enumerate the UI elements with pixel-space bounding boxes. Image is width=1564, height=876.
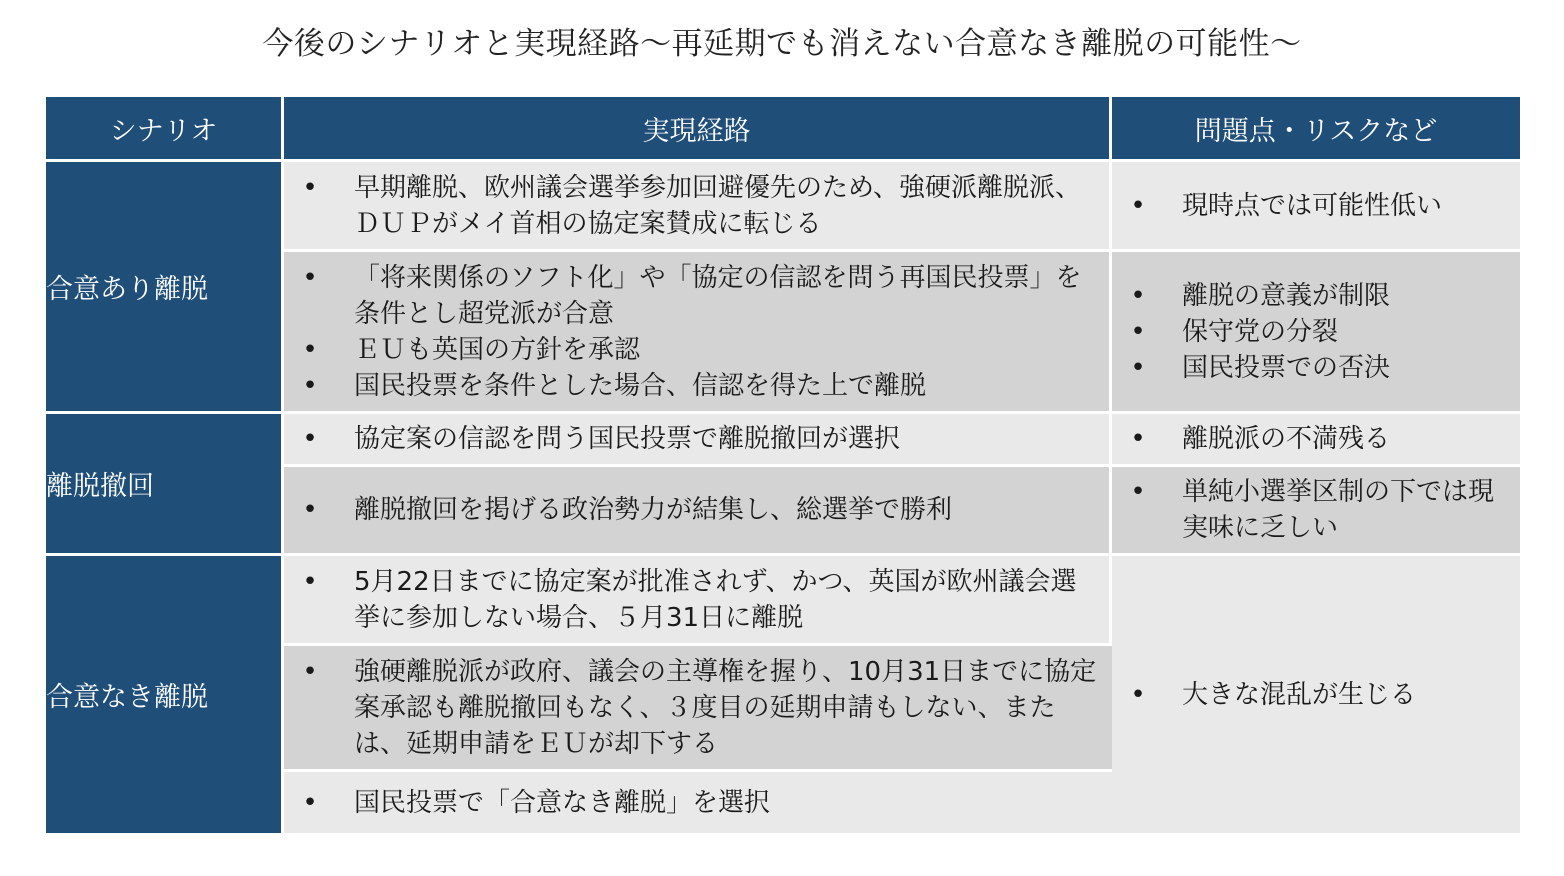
- list-item: • 離脱の意義が制限: [1112, 278, 1520, 314]
- list-item: • ＥＵも英国の方針を承認: [284, 332, 1109, 368]
- list-item: • 早期離脱、欧州議会選挙参加回避優先のため、強硬派離脱派、ＤＵＰがメイ首相の協定案賛成に転じる: [284, 170, 1109, 242]
- page-title: 今後のシナリオと実現経路〜再延期でも消えない合意なき離脱の可能性〜: [262, 26, 1302, 62]
- header-route: 実現経路: [284, 97, 1112, 162]
- route-cell: [284, 772, 1112, 836]
- scenario-label-agreed-exit: 合意あり離脱: [46, 162, 284, 414]
- list-item: • 離脱派の不満残る: [1112, 421, 1520, 457]
- table-row: [46, 414, 1520, 467]
- bullet-icon: •: [302, 370, 318, 401]
- header-risk: 問題点・リスクなど: [1112, 97, 1520, 162]
- bullet-icon: •: [1130, 280, 1146, 311]
- bullet-icon: •: [302, 656, 318, 687]
- list-item: • 協定案の信認を問う国民投票で離脱撤回が選択: [284, 421, 1109, 457]
- risk-cell: [1112, 252, 1520, 414]
- bullet-icon: •: [302, 495, 318, 525]
- list-item: • 単純小選挙区制の下では現実味に乏しい: [1112, 474, 1520, 546]
- route-cell: [284, 414, 1112, 467]
- route-cell: [284, 162, 1112, 252]
- risk-cell: [1112, 467, 1520, 556]
- scenario-label-withdrawal: 離脱撤回: [46, 414, 284, 556]
- risk-cell: [1112, 162, 1520, 252]
- risk-cell: [1112, 556, 1520, 836]
- list-item: • 離脱撤回を掲げる政治勢力が結集し、総選挙で勝利: [284, 492, 1109, 528]
- bullet-icon: •: [302, 262, 318, 293]
- bullet-icon: •: [1130, 424, 1146, 454]
- table-row: [46, 162, 1520, 252]
- risk-cell: [1112, 414, 1520, 467]
- header-row: [46, 97, 1520, 162]
- bullet-icon: •: [302, 334, 318, 365]
- route-cell: [284, 467, 1112, 556]
- table-row: [46, 556, 1520, 646]
- bullet-icon: •: [302, 424, 318, 454]
- bullet-icon: •: [302, 172, 318, 203]
- scenario-label-no-deal: 合意なき離脱: [46, 556, 284, 836]
- bullet-icon: •: [1130, 190, 1146, 221]
- list-item: • 5月22日までに協定案が批准されず、かつ、英国が欧州議会選挙に参加しない場合、５月31日に離脱: [284, 564, 1109, 636]
- list-item: • 保守党の分裂: [1112, 314, 1520, 350]
- route-cell: [284, 252, 1112, 414]
- list-item: • 国民投票を条件とした場合、信認を得た上で離脱: [284, 368, 1109, 404]
- list-item: • 「将来関係のソフト化」や「協定の信認を問う再国民投票」を条件とし超党派が合意: [284, 260, 1109, 332]
- bullet-icon: •: [302, 787, 318, 818]
- bullet-icon: •: [1130, 679, 1146, 710]
- list-item: • 強硬離脱派が政府、議会の主導権を握り、10月31日までに協定案承認も離脱撤回もなく、３度目の延期申請もしない、または、延期申請をＥＵが却下する: [284, 654, 1112, 762]
- scenario-table: [46, 97, 1520, 836]
- route-cell: [284, 646, 1112, 772]
- bullet-icon: •: [1130, 477, 1146, 507]
- list-item: • 国民投票で「合意なき離脱」を選択: [284, 785, 1112, 821]
- list-item: • 国民投票での否決: [1112, 350, 1520, 386]
- list-item: • 大きな混乱が生じる: [1112, 677, 1520, 713]
- list-item: • 現時点では可能性低い: [1112, 188, 1520, 224]
- bullet-icon: •: [302, 566, 318, 597]
- header-scenario: シナリオ: [46, 97, 284, 162]
- bullet-icon: •: [1130, 316, 1146, 347]
- route-cell: [284, 556, 1112, 646]
- bullet-icon: •: [1130, 352, 1146, 383]
